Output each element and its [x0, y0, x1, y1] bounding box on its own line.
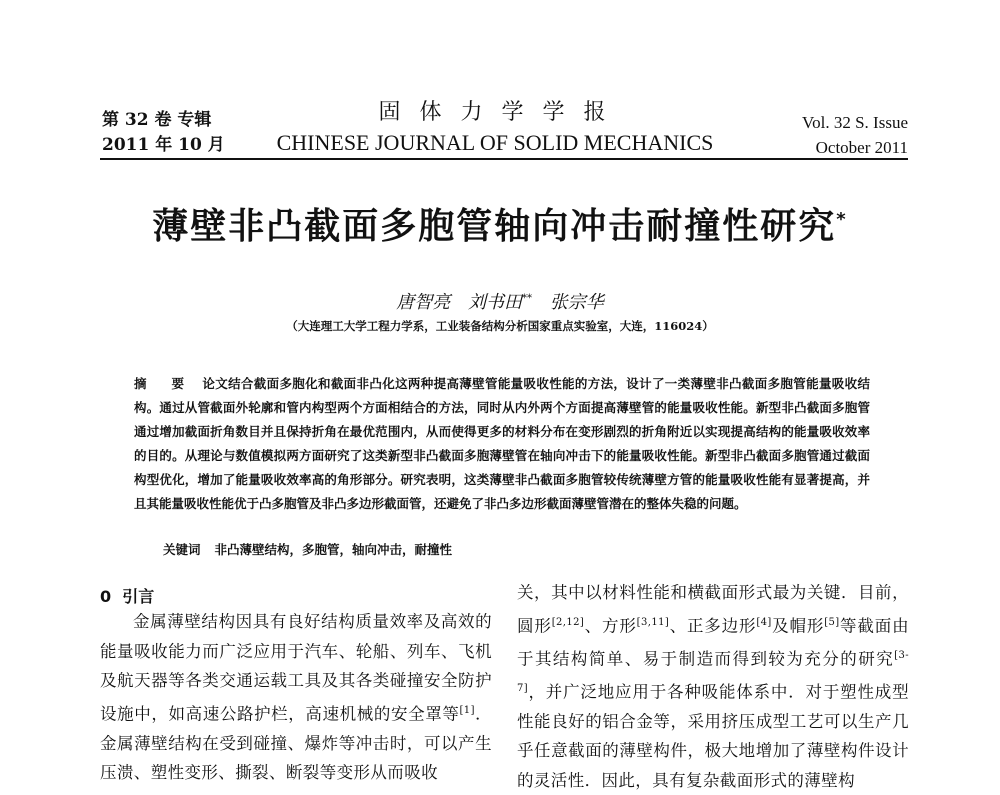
citation: [1] [459, 704, 475, 716]
section-title: 引言 [122, 587, 155, 606]
paragraph-text: ．金属薄壁结构在受到碰撞、爆炸等冲击时，可以产生压溃、塑性变形、撕裂、断裂等变形从而吸收 [100, 704, 492, 782]
paragraph-text: 等截面由于其结构简单、易于制造而得到较为充分的研究 [517, 616, 909, 668]
author-name: 张宗华 [549, 292, 604, 313]
abstract-text: 论文结合截面多胞化和截面非凸化这两种提高薄壁管能量吸收性能的方法，设计了一类薄壁非凸截面多胞管能量吸收结构。通过从管截面外轮廓和管内构型两个方面相结合的方法，同时从内外两个方面提高薄壁管的能量吸收性能。新型非凸截面多胞管通过增加截面折角数目并且保持折角在最优范围内，从而使得更多的材料分布在变形剧烈的折角附近以实现提高结构的能量吸收效率的目的。从理论与数值模拟两方面研究了这类新型非凸截面多胞薄壁管在轴向冲击下的能量吸收性能。新型非凸截面多胞管通过截面构型优化，增加了能量吸收效率高的角形部分。研究表明，这类薄壁非凸截面多胞管较传统薄壁方管的能量吸收性能有显著提高，并且其能量吸收性能优于凸多胞管及非凸多边形截面管，还避免了非凸多边形截面薄壁管潜在的整体失稳的问题。 [134, 376, 870, 511]
journal-volume-en [778, 110, 908, 160]
section-heading [100, 584, 154, 607]
volume-label-en: Vol. 32 S. Issue [802, 113, 908, 132]
journal-name [270, 98, 720, 158]
keywords-text: 非凸薄壁结构，多胞管，轴向冲击，耐撞性 [214, 542, 453, 557]
body-column-left [100, 607, 492, 788]
journal-name-en: CHINESE JOURNAL OF SOLID MECHANICS [276, 130, 714, 155]
paragraph-text: 及帽形 [771, 616, 825, 635]
journal-name-cn: 固 体 力 学 学 报 [378, 100, 612, 125]
author-name: 刘书田** [468, 292, 532, 313]
body-column-right [517, 578, 909, 795]
author-list [100, 288, 900, 314]
paragraph-text: ，并广泛地应用于各种吸能体系中．对于塑性成型性能良好的铝合金等，采用挤压成型工艺可以生产几乎任意截面的薄壁构件，极大地增加了薄壁构件设计的灵活性．因此，具有复杂截面形式的薄壁构 [517, 682, 909, 790]
volume-label: 第 32 卷 专辑 [102, 110, 212, 130]
section-number: 0 [100, 587, 112, 606]
corresponding-mark: ** [522, 293, 532, 304]
citation: [4] [756, 616, 772, 628]
abstract [134, 372, 870, 516]
keywords [163, 540, 863, 558]
paper-title-text: 薄壁非凸截面多胞管轴向冲击耐撞性研究 [152, 206, 837, 247]
title-footnote-mark: * [836, 209, 848, 230]
paragraph-text: 金属薄壁结构因具有良好结构质量效率及高效的能量吸收能力而广泛应用于汽车、轮船、列车、飞机及航天器等各类交通运载工具及其各类碰撞安全防护设施中，如高速公路护栏，高速机械的安全罩等 [100, 612, 492, 723]
paragraph-text: 、正多边形 [669, 616, 757, 635]
date-label-en: October 2011 [815, 138, 908, 157]
citation: [5] [824, 616, 840, 628]
citation: [3,11] [636, 616, 670, 628]
keywords-label: 关键词 [163, 542, 201, 557]
date-label: 2011 年 10 月 [102, 135, 225, 155]
author-name: 唐智亮 [396, 292, 451, 313]
citation: [3-7] [517, 649, 909, 694]
abstract-label: 摘 要 [134, 376, 195, 391]
paragraph-text: 、方形 [584, 616, 637, 635]
citation: [2,12] [551, 616, 585, 628]
paper-title [120, 198, 880, 249]
paragraph-text: 关，其中以材料性能和横截面形式最为关键．目前，圆形 [517, 583, 909, 635]
affiliation: （大连理工大学工程力学系，工业装备结构分析国家重点实验室，大连，116024） [286, 319, 714, 333]
journal-issue-info [102, 108, 225, 158]
header-rule [100, 158, 908, 160]
